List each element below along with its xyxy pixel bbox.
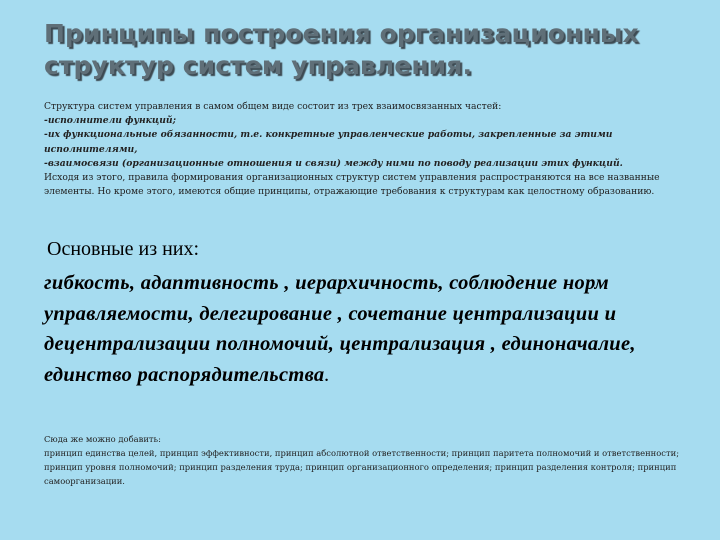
intro-lead: Структура систем управления в самом общем виде состоит из трех взаимосвязанных частей:: [44, 101, 502, 112]
principles-text: гибкость, адаптивность , иерархичность, соблюдение норм управляемости, делегирование , сочетание централизации и децентрализации полномочий, централизация , единоначалие, единство распорядительства: [44, 272, 636, 386]
intro-item-relations: -взаимосвязи (организационные отношения и связи) между ними по поводу реализации этих функций.: [44, 157, 623, 169]
slide-title: [44, 18, 684, 82]
intro-item-performers: -исполнители функций;: [44, 115, 176, 127]
principles-tail: .: [324, 363, 330, 386]
extra-list: принцип единства целей, принцип эффективности, принцип абсолютной ответственности; принцип паритета полномочий и ответственности; принцип уровня полномочий; принцип разделения труда; принцип организационного определения; принцип разделения контроля; принцип самоорганизации.: [44, 448, 680, 486]
extra-principles: [44, 432, 684, 488]
intro-item-duties: -их функциональные обязанности, т.е. конкретные управленческие работы, закрепленные за этими исполнителями,: [44, 129, 613, 155]
extra-lead: Сюда же можно добавить:: [44, 434, 161, 444]
intro-conclusion: Исходя из этого, правила формирования организационных структур систем управления распространяются на все названные элементы. Но кроме этого, имеются общие принципы, отражающие требования к структурам как целостному образованию.: [44, 172, 660, 198]
slide-title-line-1: Принципы построения организационных: [44, 19, 639, 48]
basic-principles-heading: Основные из них:: [47, 238, 200, 260]
principles-list: [44, 268, 684, 390]
intro-block: [44, 100, 684, 199]
slide-title-line-2: структур систем управления.: [44, 51, 473, 80]
